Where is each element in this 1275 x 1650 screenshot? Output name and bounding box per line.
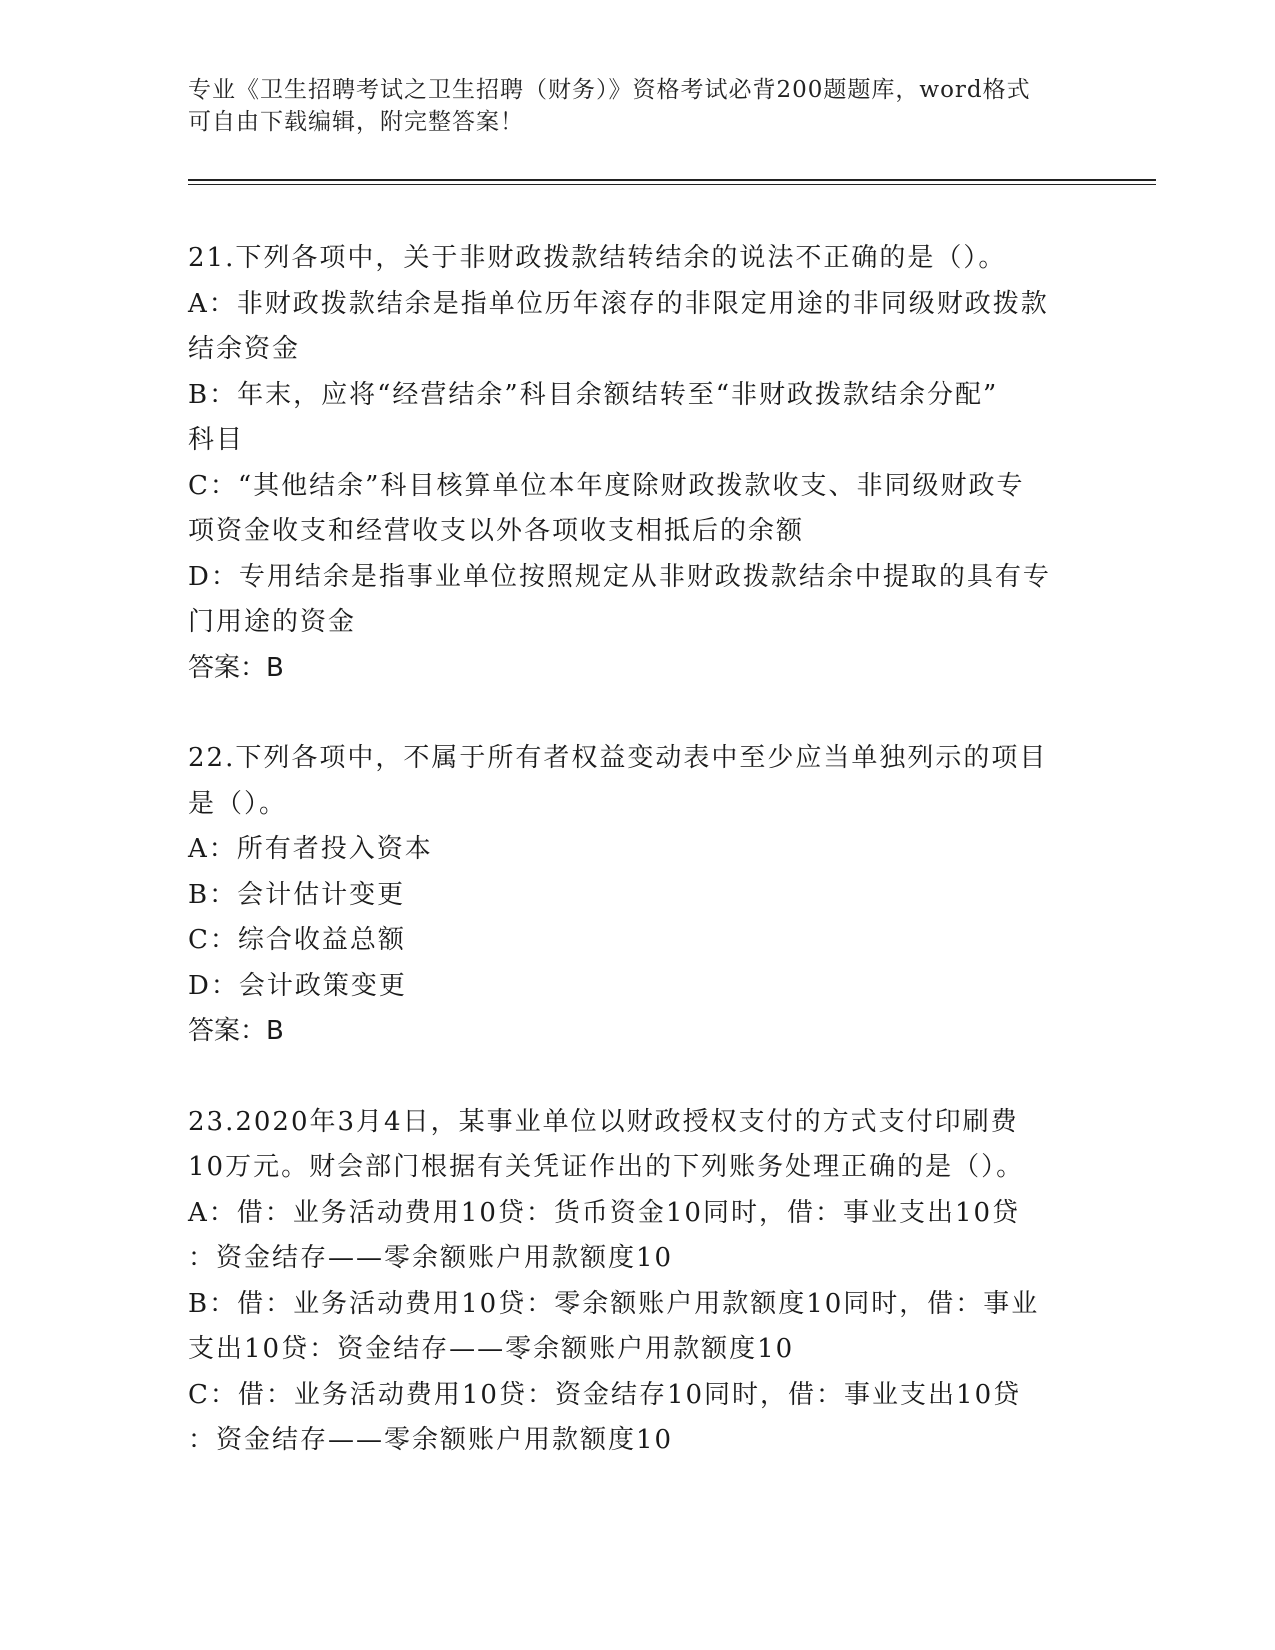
- option-text: D：专用结余是指事业单位按照规定从非财政拨款结余中提取的具有专: [188, 561, 1051, 592]
- option-text: B：年末，应将“经营结余”科目余额结转至“非财政拨款结余分配”: [188, 379, 999, 410]
- option-text: A：借：业务活动费用10贷：货币资金10同时，借：事业支出10贷: [188, 1197, 1021, 1228]
- option-b: B：会计估计变更: [188, 879, 406, 910]
- option-text: ：资金结存——零余额账户用款额度10: [188, 1243, 674, 1273]
- question-list: [188, 236, 1088, 1509]
- option-text: 科目: [188, 425, 245, 455]
- option-text: 支出10贷：资金结存——零余额账户用款额度10: [188, 1334, 795, 1364]
- option-c: C：综合收益总额: [188, 925, 406, 955]
- option-text: A：非财政拨款结余是指单位历年滚存的非限定用途的非同级财政拨款: [188, 288, 1049, 319]
- question-stem: 10万元。财会部门根据有关凭证作出的下列账务处理正确的是（）。: [188, 1152, 1025, 1182]
- option-a: A：所有者投入资本: [188, 834, 433, 864]
- question-stem: 是（）。: [188, 788, 288, 819]
- option-text: C：借：业务活动费用10贷：资金结存10同时，借：事业支出10贷: [188, 1379, 1022, 1410]
- header-divider: [188, 179, 1156, 181]
- option-a: [188, 282, 1088, 373]
- question-23: [188, 1100, 1088, 1464]
- header-line: 可自由下载编辑，附完整答案！: [188, 109, 524, 135]
- document-header: [188, 74, 1068, 138]
- option-b: [188, 373, 1088, 464]
- option-d: D：会计政策变更: [188, 970, 407, 1001]
- option-text: 门用途的资金: [188, 607, 357, 637]
- option-c: [188, 464, 1088, 555]
- option-b: [188, 1282, 1088, 1373]
- question-22: [188, 736, 1088, 1055]
- option-text: 项资金收支和经营收支以外各项收支相抵后的余额: [188, 516, 805, 546]
- header-line: 专业《卫生招聘考试之卫生招聘（财务）》资格考试必背200题题库，word格式: [188, 77, 1031, 103]
- question-stem: 23.2020年3月4日，某事业单位以财政授权支付的方式支付印刷费: [188, 1106, 1019, 1137]
- option-text: C：“其他结余”科目核算单位本年度除财政拨款收支、非同级财政专: [188, 470, 1025, 501]
- option-text: ：资金结存——零余额账户用款额度10: [188, 1425, 674, 1455]
- option-c: [188, 1373, 1088, 1464]
- option-d: [188, 555, 1088, 646]
- option-a: [188, 1191, 1088, 1282]
- answer-label: 答案：B: [188, 1016, 284, 1046]
- header-divider-thin: [188, 184, 1156, 185]
- question-stem: 22.下列各项中，不属于所有者权益变动表中至少应当单独列示的项目: [188, 743, 1048, 773]
- question-stem: 21.下列各项中，关于非财政拨款结转结余的说法不正确的是（）。: [188, 243, 1007, 273]
- question-21: [188, 236, 1088, 691]
- option-text: B：借：业务活动费用10贷：零余额账户用款额度10同时，借：事业: [188, 1288, 1040, 1319]
- option-text: 结余资金: [188, 334, 301, 364]
- answer-label: 答案：B: [188, 652, 284, 683]
